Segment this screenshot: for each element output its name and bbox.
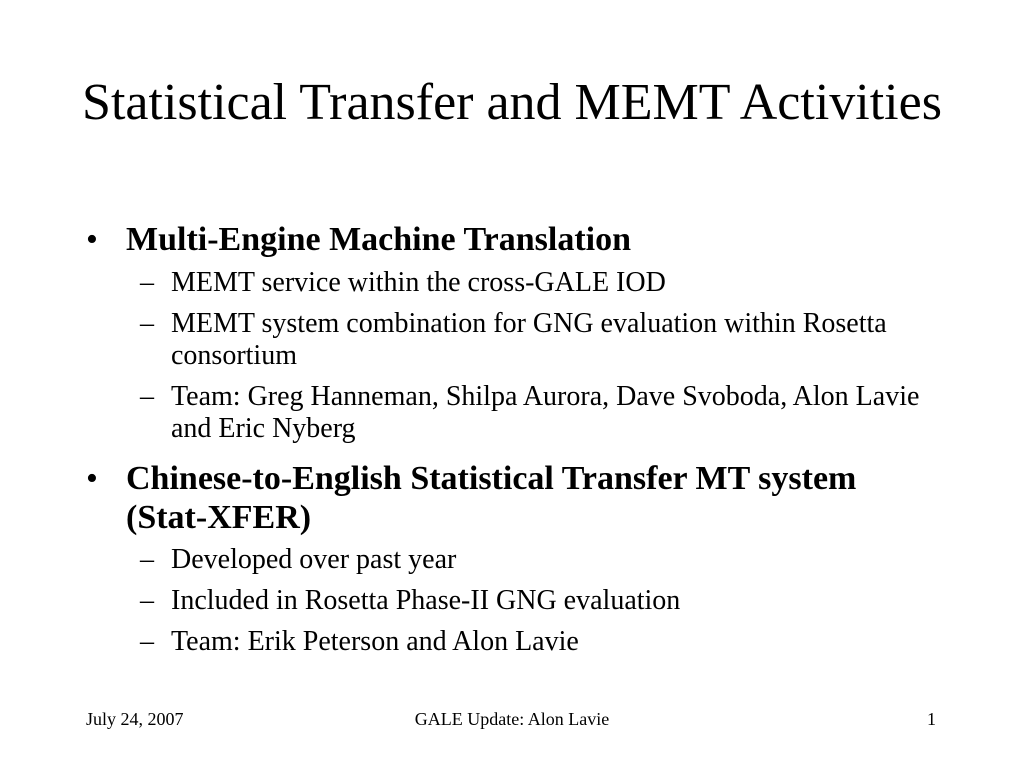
sub-bullet-item (0, 267, 1024, 299)
bullet-marker: • (86, 221, 98, 258)
bullet-item (0, 220, 1024, 259)
sub-bullet-text: Team: Erik Peterson and Alon Lavie (171, 626, 579, 657)
sub-bullet-text: MEMT system combination for GNG evaluation within Rosetta consortium (171, 308, 887, 371)
sub-bullet-marker: – (140, 308, 154, 339)
sub-bullet-text: Team: Greg Hanneman, Shilpa Aurora, Dave Svoboda, Alon Lavie and Eric Nyberg (171, 381, 920, 444)
slide-body (0, 220, 1024, 658)
sub-bullet-marker: – (140, 585, 154, 616)
bullet-item (0, 459, 1024, 537)
sub-bullet-item (0, 308, 1024, 372)
footer-center-text: GALE Update: Alon Lavie (414, 709, 610, 729)
sub-bullet-marker: – (140, 381, 154, 412)
slide-title: Statistical Transfer and MEMT Activities (82, 74, 942, 131)
bullet-marker: • (86, 460, 98, 497)
sub-bullet-marker: – (140, 267, 154, 298)
sub-bullet-text: Developed over past year (171, 544, 457, 575)
slide-number: 1 (927, 709, 936, 729)
sub-bullet-marker: – (140, 544, 154, 575)
sub-bullet-text: Included in Rosetta Phase-II GNG evaluation (171, 585, 681, 616)
bullet-text: Multi-Engine Machine Translation (126, 221, 632, 258)
footer-date: July 24, 2007 (86, 709, 184, 729)
sub-bullet-item (0, 381, 1024, 445)
sub-bullet-marker: – (140, 626, 154, 657)
sub-bullet-item (0, 544, 1024, 576)
sub-bullet-text: MEMT service within the cross-GALE IOD (171, 267, 666, 298)
bullet-text: Chinese-to-English Statistical Transfer MT system (Stat-XFER) (126, 460, 857, 536)
sub-bullet-item (0, 585, 1024, 617)
sub-bullet-item (0, 626, 1024, 658)
